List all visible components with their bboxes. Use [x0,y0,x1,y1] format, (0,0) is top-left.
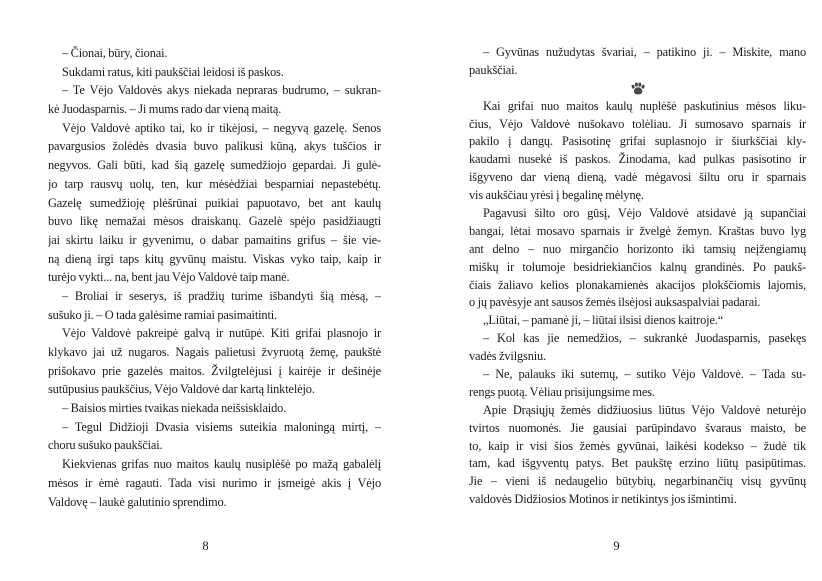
paragraph [48,287,381,324]
text-line: – Baisios mirties tvaikas niekada neišsisklaido. [62,401,287,416]
paragraph [469,402,806,509]
text-line: pavargusios žolėdės dvasia buvo palikusi kūną, akys tuščios ir [48,139,381,154]
text-line: Valdovę – laukė galutinio sprendimo. [48,494,227,509]
text-line: kaudami nusekė iš paskos. Žinodama, kad pulkas pasisotino ir [469,152,806,167]
page-right-text [469,44,806,509]
page-left-text [48,44,381,511]
paragraph [48,324,381,399]
text-line: Gazelę sumedžioję plėšrūnai puikiai papuotavo, bet ant kaulų [48,195,381,210]
text-line: – Kol kas jie nemedžios, – sukrankė Juodasparnis, pasekęs [483,331,806,346]
paw-divider-icon [630,82,646,96]
text-line: negyvos. Gali būti, kad šią gazelę sumedžiojo gepardai. Ji gulė- [48,158,381,173]
text-line: buvo likę nemažai mėsos draiskanų. Gazelė spėjo pasidžiaugti [48,214,381,229]
text-line: sušuko ji. – O tada galėsime ramiai pasimaitinti. [48,307,278,322]
page-number-right: 9 [613,539,620,553]
text-line: ną dieną irgi taps kitų gyvūnų maistu. Viskas vyko taip, kaip ir [48,251,381,266]
text-line: kė Juodasparnis. – Ji mums rado dar vieną maitą. [48,102,282,117]
text-line: valdovės Didžiosios Motinos ir netikintys jos išmintimi. [469,492,737,507]
paragraph [48,119,381,287]
paragraph [469,98,806,205]
paragraph [469,44,806,80]
text-line: vis aukščiau yrėsi į begalinę mėlynę. [469,188,644,203]
text-line: mėsos ir ėmė ragauti. Tada visi nurimo ir įsmeigė akis į Vėjo [48,475,381,490]
paragraph [48,81,381,118]
paragraph [469,205,806,312]
text-line: to, kaip ir visi šios žemės gyvūnai, laikėsi kodekso – žudė tik [469,438,806,453]
paragraph [48,44,381,63]
text-line: sutūpusius paukščius, Vėjo Valdovė dar kartą linktelėjo. [48,382,315,397]
text-line: tam, kad išgyventų patys. Bet paukštę erzino liūtų pasipūtimas. [469,456,806,471]
text-line: vadės žvilgsniu. [469,349,547,364]
text-line: rengs puotą. Vėliau prisijungsime mes. [469,384,655,399]
text-line: paukščiai. [469,62,518,77]
text-line: „Liūtai, – pamanė ji, – liūtai ilsisi dienos kaitroje.“ [483,313,724,328]
text-line: Apie Drąsiųjų žemės didžiuosius liūtus Vėjo Valdovė neturėjo [483,402,806,417]
text-line: išgyveno dar vieną dieną, vadė mėgavosi šiltu oru ir sparnais [469,170,806,185]
text-line: – Gyvūnas nužudytas švariai, – patikino ji. – Miskite, mano [483,45,806,59]
text-line: pakilo į dangų. Pasisotinę grifai suplasnojo ir šiurkščiai kly- [469,134,806,149]
page-number-left: 8 [202,539,209,553]
text-line: – Te Vėjo Valdovės akys niekada nepraras budrumo, – sukran- [62,83,381,98]
text-line: – Ne, palauks iki sutemų, – sutiko Vėjo Valdovė. – Tada su- [483,367,806,382]
text-line: prišokavo prie gazelės maitos. Žvilgtelėjusi į kairėje ir dešinėje [48,363,381,378]
text-line: Jie – vieni iš nedaugelio būtybių, negarbinančių visų gyvūnų [469,474,806,489]
text-line: – Broliai ir seserys, iš pradžių turime išbandyti šią mėsą, – [62,288,381,303]
text-line: čius, Vėjo Valdovė nušokavo tolėliau. Ji sumosavo sparnais ir [469,116,806,131]
text-line: Vėjo Valdovė aptiko tai, ko ir tikėjosi, – negyvą gazelę. Senos [62,120,381,135]
paragraph [48,63,381,82]
text-line: ant delno – nuo mirgančio horizonto iki tamsių neįžengiamų [469,241,806,256]
paragraph [48,418,381,455]
paragraph [469,366,806,402]
paragraph [469,330,806,366]
text-line: jo tarp rausvų uolų, ten, kur mėsėdžiai besparniai nepastebėtų. [48,176,381,191]
text-line: klykavo jai už nugaros. Nagais palietusi žvyruotą žemę, paukštė [48,345,381,359]
text-line: – Tegul Didžioji Dvasia visiems suteikia maloningą mirtį, – [62,419,381,434]
text-line: choru sušuko paukščiai. [48,438,163,453]
paragraph [48,455,381,511]
text-line: Sukdami ratus, kiti paukščiai leidosi iš paskos. [62,64,284,79]
text-line: – Čionai, būry, čionai. [62,46,168,60]
text-line: Pagavusi šilto oro gūsį, Vėjo Valdovė atsidavė ją supančiai [483,206,806,221]
text-line: jai skirtu laiku ir gyvenimu, o dabar pamaitins grifus – šie vie- [48,232,381,247]
text-line: miškų ir tolumoje besidriekiančios kalnų grandinės. Po paukš- [469,259,806,274]
text-line: turėjo vykti... na, bent jau Vėjo Valdovė taip manė. [48,270,290,285]
text-line: o jų pavėsyje ant sausos žemės ilsėjosi auksaspalviai padarai. [469,295,761,310]
text-line: Vėjo Valdovė pakreipė galvą ir nutūpė. Kiti grifai plasnojo ir [62,326,381,341]
text-line: bangai, lėtai mosavo sparnais ir žvelgė žemyn. Kraštas buvo lyg [469,223,806,238]
text-line: Kai grifai nuo maitos kaulų nuplėšė paskutinius mėsos liku- [483,98,806,113]
paragraph [48,399,381,418]
paragraph [469,312,806,330]
section-divider [469,80,806,98]
text-line: čiais žaliavo kelios plonakamienės akacijos plokščiomis lajomis, [469,277,806,292]
text-line: Kiekvienas grifas nuo maitos kaulų nusiplėšė po mažą gabalėlį [62,457,381,472]
text-line: tvirtos nuomonės. Jie gausiai parūpindavo švaraus maisto, be [469,420,806,435]
